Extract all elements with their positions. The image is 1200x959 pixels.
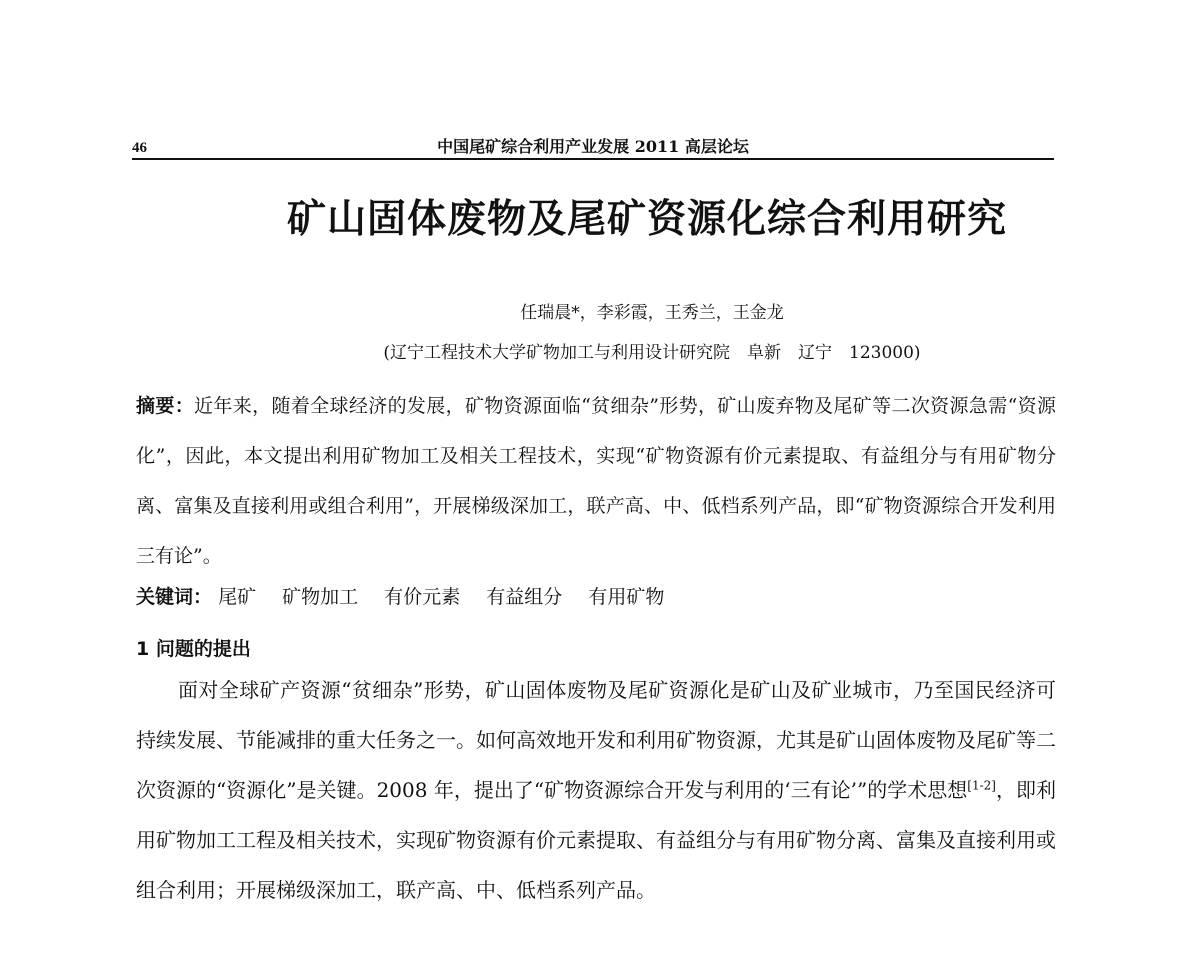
running-title: 中国尾矿综合利用产业发展 2011 高层论坛 [437,137,749,156]
citation: [1-2] [967,778,996,793]
keyword-item: 有价元素 [384,586,461,608]
abstract [136,381,1056,581]
keyword-item: 有益组分 [486,586,563,608]
section-body-text [136,665,1056,915]
keywords [136,581,1056,613]
authors: 任瑞晨*，李彩霞，王秀兰，王金龙 [520,303,784,323]
running-header [132,130,1054,160]
abstract-text: 近年来，随着全球经济的发展，矿物资源面临“贫细杂”形势，矿山废弃物及尾矿等二次资源急需“资源化”，因此，本文提出利用矿物加工及相关工程技术，实现“矿物资源有价元素提取、有益组分与有用矿物分离、富集及直接利用或组合利用”，开展梯级深加工，联产高、中、低档系列产品，即“矿物资源综合开发利用三有论”。 [136,395,1056,567]
keyword-item: 有用矿物 [588,586,665,608]
affiliation: (辽宁工程技术大学矿物加工与利用设计研究院 阜新 辽宁 123000) [383,343,921,363]
keyword-item: 尾矿 [218,586,257,608]
body-text-part1: 面对全球矿产资源“贫细杂”形势，矿山固体废物及尾矿资源化是矿山及矿业城市，乃至国民经济可持续发展、节能减排的重大任务之一。如何高效地开发和利用矿物资源，尤其是矿山固体废物及尾矿等二次资源的“资源化”是关键。2008 年，提出了“矿物资源综合开发与利用的‘三有论’”的学术思想 [136,678,1056,802]
keyword-item: 矿物加工 [282,586,359,608]
body-text-part2: ，即利用矿物加工工程及相关技术，实现矿物资源有价元素提取、有益组分与有用矿物分离、富集及直接利用或组合利用；开展梯级深加工，联产高、中、低档系列产品。 [136,778,1056,902]
page-number: 46 [132,140,147,156]
paper-title: 矿山固体废物及尾矿资源化综合利用研究 [286,197,1007,242]
section-heading: 1 问题的提出 [136,638,251,660]
abstract-label: 摘要： [136,395,195,417]
keywords-label: 关键词： [136,586,213,608]
